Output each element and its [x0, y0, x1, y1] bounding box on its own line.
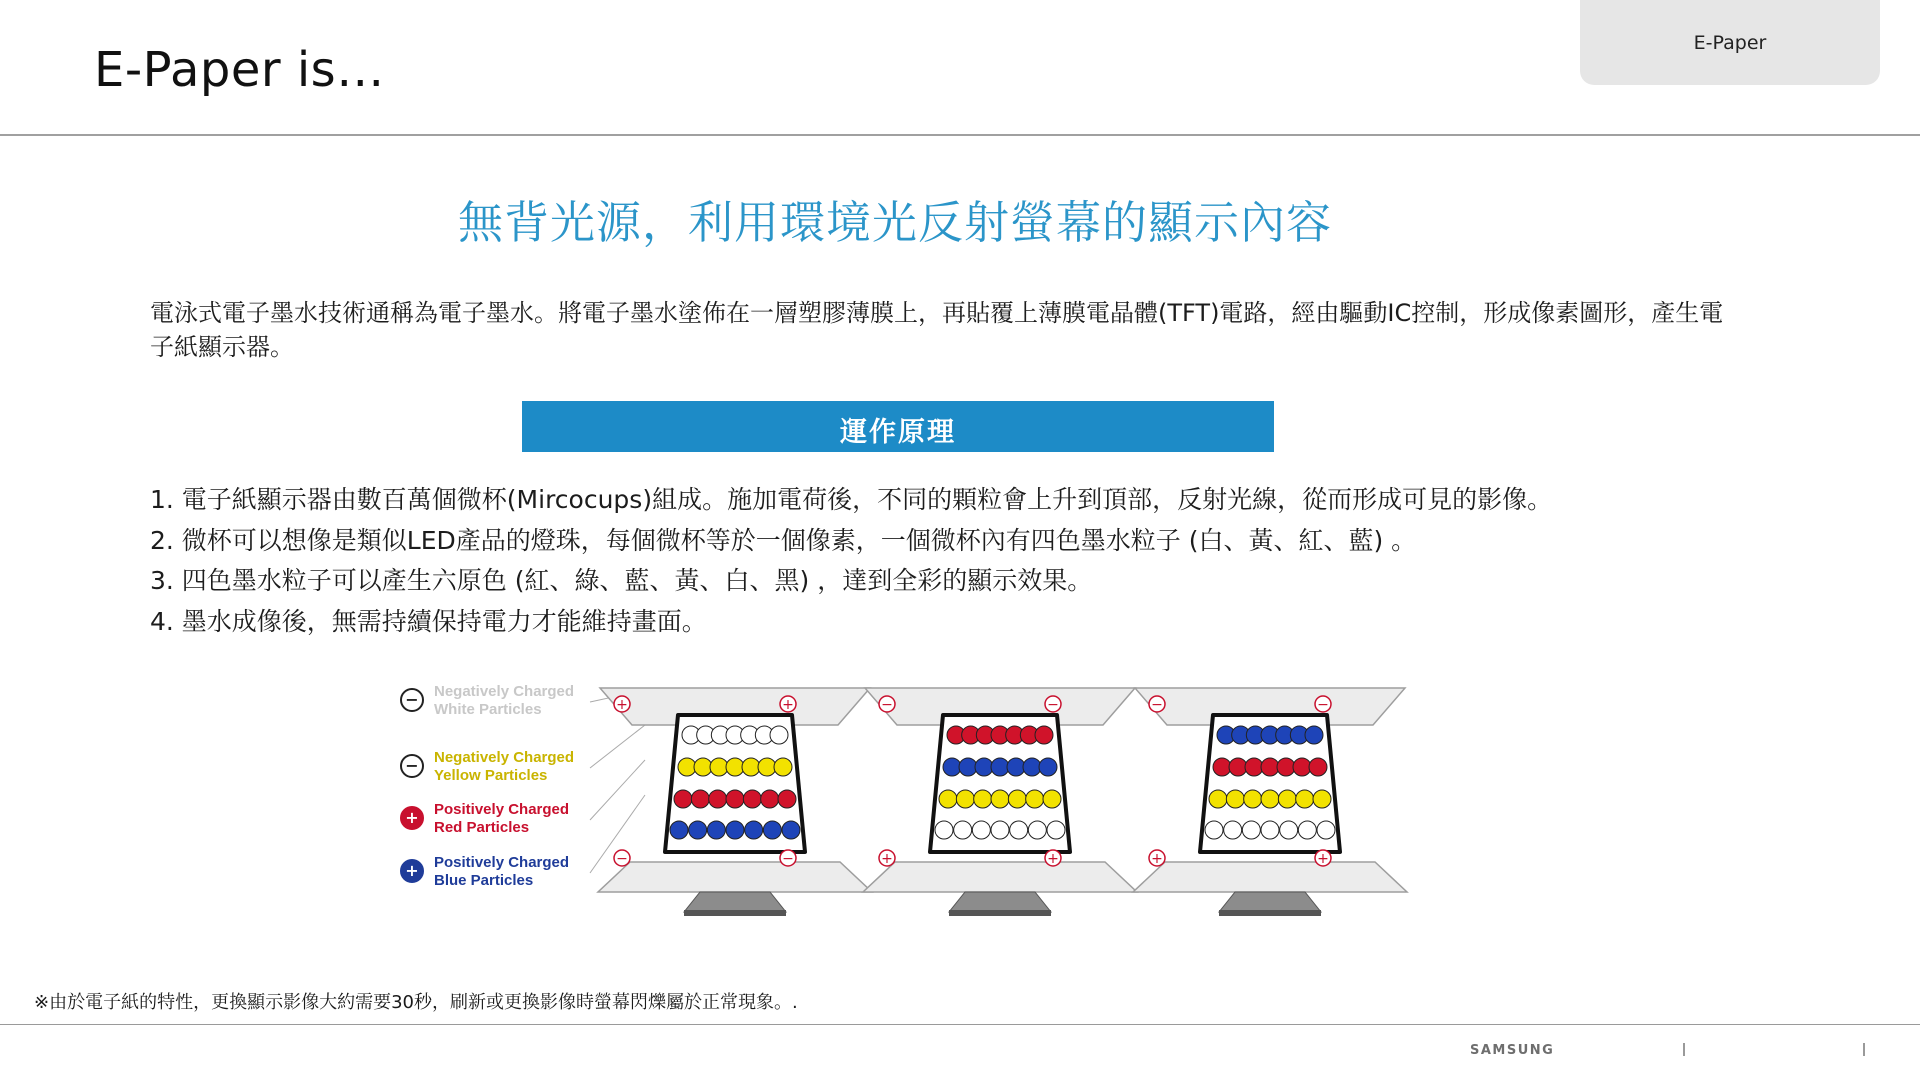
- legend-label: White Particles: [434, 701, 542, 718]
- footer-separator: [1683, 1043, 1685, 1056]
- particle: [974, 790, 992, 808]
- list-item: 1. 電子紙顯示器由數百萬個微杯(Mircocups)組成。施加電荷後，不同的顆粒會上升到頂部，反射光線，從而形成可見的影像。: [150, 485, 1553, 514]
- samsung-logo: SAMSUNG: [1470, 1043, 1555, 1058]
- microcup-cell: [863, 688, 1137, 916]
- particle: [691, 790, 709, 808]
- particle: [1313, 790, 1331, 808]
- particle: [710, 758, 728, 776]
- particle: [1043, 790, 1061, 808]
- particle: [1298, 821, 1316, 839]
- particle: [782, 821, 800, 839]
- legend-label: Red Particles: [434, 819, 530, 836]
- particle: [1280, 821, 1298, 839]
- particle: [674, 790, 692, 808]
- headline: 無背光源，利用環境光反射螢幕的顯示內容: [457, 196, 1332, 249]
- legend-label: Yellow Particles: [434, 767, 548, 784]
- particle: [1226, 790, 1244, 808]
- particle: [991, 758, 1009, 776]
- legend-label: Positively Charged: [434, 801, 570, 818]
- particle: [1028, 821, 1046, 839]
- microcup-cell: [1133, 688, 1407, 916]
- particle: [778, 790, 796, 808]
- legend-label: Negatively Charged: [434, 749, 575, 766]
- charge-sign-label: −: [405, 756, 419, 775]
- particle: [1026, 790, 1044, 808]
- particle: [758, 758, 776, 776]
- particle: [1007, 758, 1025, 776]
- particle: [939, 790, 957, 808]
- particle: [743, 790, 761, 808]
- charge-sign-label: +: [881, 851, 893, 867]
- particle: [1317, 821, 1335, 839]
- particle: [761, 790, 779, 808]
- charge-sign-label: −: [405, 690, 419, 709]
- particle: [1047, 821, 1065, 839]
- particle: [959, 758, 977, 776]
- particle: [694, 758, 712, 776]
- list-item: 4. 墨水成像後，無需持續保持電力才能維持畫面。: [150, 606, 707, 636]
- list-item: 3. 四色墨水粒子可以產生六原色 (紅、綠、藍、黃、白、黑) ，達到全彩的顯示效果。: [150, 566, 1093, 595]
- particle: [726, 790, 744, 808]
- particle: [709, 790, 727, 808]
- particle: [1296, 790, 1314, 808]
- particle: [726, 821, 744, 839]
- list-item: 2. 微杯可以想像是類似LED產品的燈珠，每個微杯等於一個像素，一個微杯內有四色墨水粒子 (白、黃、紅、藍) 。: [150, 525, 1417, 555]
- particle: [1242, 821, 1260, 839]
- particle: [1245, 758, 1263, 776]
- leader-line: [590, 760, 645, 820]
- particle: [1010, 821, 1028, 839]
- charge-sign-label: +: [405, 861, 419, 880]
- particle: [1229, 758, 1247, 776]
- particle: [745, 821, 763, 839]
- particle: [943, 758, 961, 776]
- legend-label: Positively Charged: [434, 854, 570, 871]
- particle: [1213, 758, 1231, 776]
- particle: [972, 821, 990, 839]
- header-divider: [0, 134, 1920, 136]
- particle: [1261, 821, 1279, 839]
- footer-separator: [1863, 1043, 1865, 1056]
- footnote: ※由於電子紙的特性，更換顯示影像大約需要30秒，刷新或更換影像時螢幕閃爍屬於正常現象。.: [34, 992, 798, 1013]
- charge-sign-label: +: [1151, 851, 1163, 867]
- intro-paragraph: 電泳式電子墨水技術通稱為電子墨水。將電子墨水塗佈在一層塑膠薄膜上，再貼覆上薄膜電晶體(TFT)電路，經由驅動IC控制，形成像素圖形，產生電子紙顯示器。: [150, 299, 1724, 361]
- charge-sign-label: −: [1151, 697, 1163, 713]
- charge-sign-label: −: [616, 851, 628, 867]
- particle-legend: [401, 683, 645, 889]
- particle: [991, 790, 1009, 808]
- section-tab-label: E-Paper: [1693, 32, 1767, 54]
- particle: [1224, 821, 1242, 839]
- stand-foot: [1219, 910, 1321, 916]
- legend-label: Negatively Charged: [434, 683, 575, 700]
- charge-sign-label: −: [1317, 697, 1329, 713]
- charge-sign-label: −: [782, 851, 794, 867]
- particle: [975, 758, 993, 776]
- particle: [1261, 790, 1279, 808]
- charge-sign-label: +: [616, 697, 628, 713]
- slide-title: E-Paper is…: [94, 42, 385, 98]
- particle: [1008, 790, 1026, 808]
- leader-line: [590, 725, 645, 768]
- particle: [1278, 790, 1296, 808]
- bottom-electrode: [1133, 862, 1407, 892]
- section-tab: [1580, 0, 1880, 85]
- charge-sign-label: −: [881, 697, 893, 713]
- section-header-label: 運作原理: [840, 417, 956, 448]
- particle: [678, 758, 696, 776]
- particle: [1023, 758, 1041, 776]
- stand-base: [684, 892, 786, 912]
- particle: [774, 758, 792, 776]
- charge-sign-label: +: [1047, 851, 1059, 867]
- section-header-bar: [522, 401, 1274, 452]
- stand-base: [949, 892, 1051, 912]
- principle-list: [150, 480, 1800, 642]
- stand-foot: [949, 910, 1051, 916]
- bottom-electrode: [598, 862, 872, 892]
- particle: [1039, 758, 1057, 776]
- particle: [1244, 790, 1262, 808]
- particle: [726, 758, 744, 776]
- particle: [1305, 726, 1323, 744]
- particle: [991, 821, 1009, 839]
- charge-sign-label: +: [405, 808, 419, 827]
- charge-sign-label: −: [1047, 697, 1059, 713]
- stand-foot: [684, 910, 786, 916]
- footer-divider: [0, 1024, 1920, 1025]
- bottom-electrode: [863, 862, 1137, 892]
- particle: [770, 726, 788, 744]
- particle: [763, 821, 781, 839]
- microcup-cells: [598, 688, 1407, 916]
- particle: [1209, 790, 1227, 808]
- particle: [670, 821, 688, 839]
- microcup-diagram: [395, 670, 1415, 925]
- particle: [1309, 758, 1327, 776]
- particle: [1205, 821, 1223, 839]
- particle: [1035, 726, 1053, 744]
- particle: [742, 758, 760, 776]
- particle: [1277, 758, 1295, 776]
- microcup-cell: [598, 688, 872, 916]
- particle: [954, 821, 972, 839]
- stand-base: [1219, 892, 1321, 912]
- particle: [1293, 758, 1311, 776]
- particle: [689, 821, 707, 839]
- particle: [956, 790, 974, 808]
- charge-sign-label: +: [1317, 851, 1329, 867]
- legend-label: Blue Particles: [434, 872, 534, 889]
- particle: [1261, 758, 1279, 776]
- charge-sign-label: +: [782, 697, 794, 713]
- particle: [935, 821, 953, 839]
- particle: [707, 821, 725, 839]
